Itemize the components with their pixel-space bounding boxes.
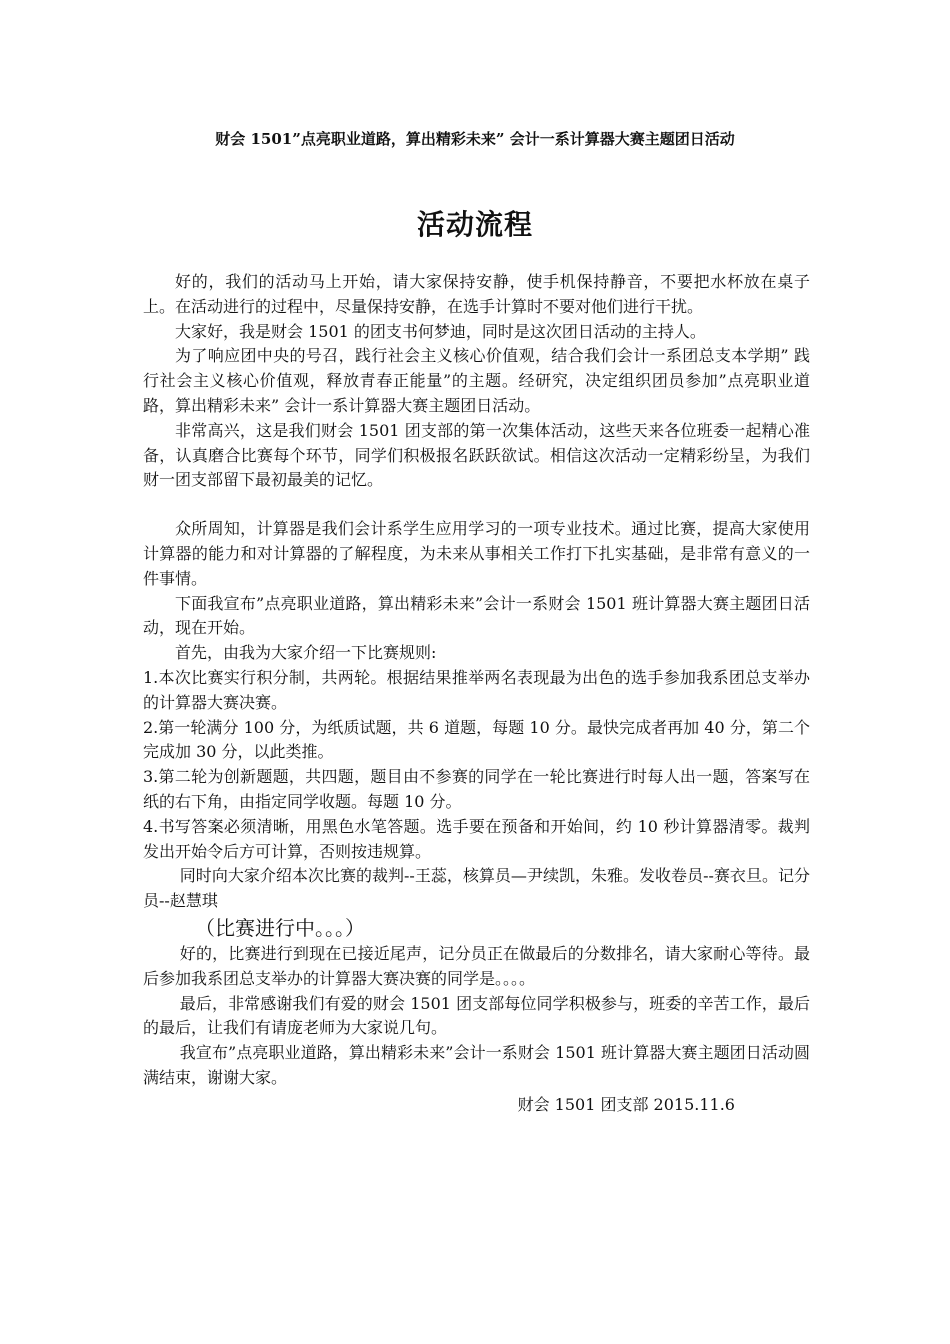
paragraph-opening: 好的，我们的活动马上开始，请大家保持安静，使手机保持静音，不要把水杯放在桌子上。在活动进行的过程中，尽量保持安静，在选手计算时不要对他们进行干扰。 (143, 272, 810, 316)
paragraph-significance: 众所周知，计算器是我们会计系学生应用学习的一项专业技术。通过比赛，提高大家使用计算器的能力和对计算器的了解程度，为未来从事相关工作打下扎实基础，是非常有意义的一件事情。 (143, 519, 810, 588)
page-title: 活动流程 (416, 208, 533, 241)
progress-note: （比赛进行中。。。） (195, 915, 365, 940)
paragraph-staff-intro: 同时向大家介绍本次比赛的裁判--王蕊，核算员—尹续凯，朱雅。发收卷员--赛衣旦。记分员--赵慧琪 (143, 866, 810, 911)
rule-item-4: 4.书写答案必须清晰，用黑色水笔答题。选手要在预备和开始间，约 10 秒计算器清零。裁判发出开始令后方可计算，否则按违规算。 (143, 816, 810, 861)
paragraph-host-intro: 大家好，我是财会 1501 的团支书何梦迪，同时是这次团日活动的主持人。 (175, 321, 706, 341)
rule-item-3: 3.第二轮为创新题题，共四题，题目由不参赛的同学在一轮比赛进行时每人出一题，答案写在纸的右下角，由指定同学收题。每题 10 分。 (143, 767, 810, 811)
paragraph-ranking: 好的，比赛进行到现在已接近尾声，记分员正在做最后的分数排名，请大家耐心等待。最后参加我系团总支举办的计算器大赛决赛的同学是。。。。 (143, 943, 810, 988)
paragraph-purpose: 为了响应团中央的号召，践行社会主义核心价值观，结合我们会计一系团总支本学期” 践行社会主义核心价值观，释放青春正能量”的主题。经研究，决定组织团员参加”点亮职业道路，算出精彩未来” 会计一系计算器大赛主题团日活动。 (143, 346, 810, 415)
paragraph-rules-intro: 首先，由我为大家介绍一下比赛规则: (175, 643, 437, 663)
signature-line: 财会 1501 团支部 2015.11.6 (517, 1094, 735, 1114)
rule-item-1: 1.本次比赛实行积分制，共两轮。根据结果推举两名表现最为出色的选手参加我系团总支举办的计算器大赛决赛。 (143, 667, 810, 712)
paragraph-announcement: 下面我宣布”点亮职业道路，算出精彩未来”会计一系财会 1501 班计算器大赛主题团日活动，现在开始。 (143, 593, 810, 638)
rule-item-2: 2.第一轮满分 100 分，为纸质试题，共 6 道题，每题 10 分。最快完成者再加 40 分，第二个完成加 30 分，以此类推。 (143, 717, 810, 762)
paragraph-preparation: 非常高兴，这是我们财会 1501 团支部的第一次集体活动，这些天来各位班委一起精心准备，认真磨合比赛每个环节，同学们积极报名跃跃欲试。相信这次活动一定精彩纷呈，为我们财一团支部留下最初最美的记忆。 (143, 420, 810, 490)
header-title: 财会 1501”点亮职业道路，算出精彩未来” 会计一系计算器大赛主题团日活动 (215, 130, 735, 148)
paragraph-thanks: 最后，非常感谢我们有爱的财会 1501 团支部每位同学积极参与，班委的辛苦工作，最后的最后，让我们有请庞老师为大家说几句。 (143, 993, 810, 1038)
document-body (143, 270, 810, 1118)
paragraph-closing: 我宣布”点亮职业道路，算出精彩未来”会计一系财会 1501 班计算器大赛主题团日活动圆满结束，谢谢大家。 (143, 1043, 810, 1087)
paragraph-spacer (143, 493, 810, 517)
